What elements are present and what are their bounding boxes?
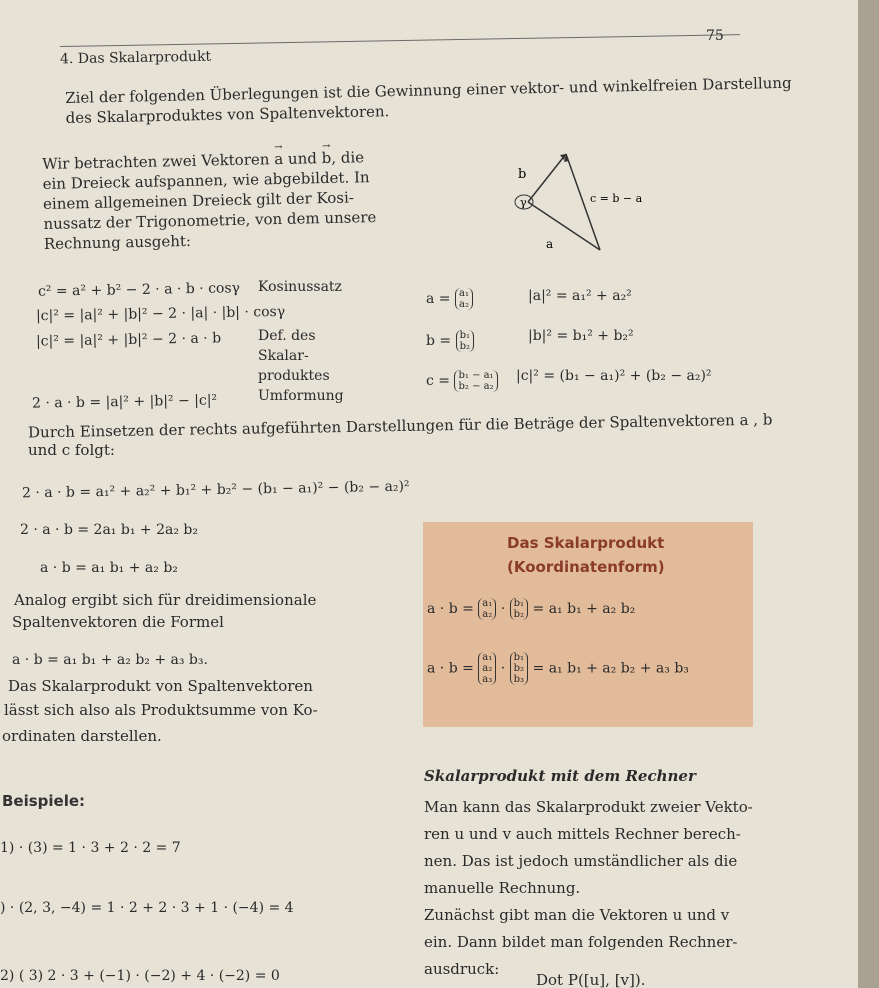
text: und [287,149,318,168]
column-vector [478,652,496,685]
text: nussatz der Trigonometrie, von dem unsere [43,208,377,233]
text: ein. Dann bildet man folgenden Rechner- [424,933,738,951]
label-gamma: γ [520,196,527,209]
text: a · b = [427,660,474,677]
summary-text: Das Skalarprodukt von Spaltenvektoren [8,677,313,695]
column-vector [510,598,528,620]
summary-text: ordinaten darstellen. [2,727,162,745]
column-vector [510,652,528,685]
text: , die [331,148,365,167]
column-vector [455,288,473,310]
b-definition [426,330,474,352]
page-edge [858,0,879,988]
a-abs-formula: |a|² = a₁² + a₂² [528,288,632,304]
equation-note: Kosinussatz [258,279,342,295]
intro-line: des Skalarproduktes von Spaltenvektoren. [65,102,390,127]
vector-entry: a₁ [458,288,469,299]
header-rule [60,34,740,47]
equation-note: Umformung [258,388,344,404]
calculator-heading: Skalarprodukt mit dem Rechner [424,767,696,785]
analog-text: Analog ergibt sich für dreidimensionale [14,591,317,609]
chapter-title: 4. Das Skalarprodukt [59,48,212,68]
column-vector [456,330,474,352]
box-subtitle: (Koordinatenform) [507,558,665,576]
calculator-expression: Dot P([u], [v]). [536,971,646,988]
vector-entry: a₂ [482,609,493,620]
equation: |c|² = |a|² + |b|² − 2 · |a| · |b| · cosγ [35,303,286,325]
text: ren u und v auch mittels Rechner berech- [424,825,741,843]
result-equation: a · b = a₁ b₁ + a₂ b₂ [40,560,178,576]
text: ein Dreieck aufspannen, wie abgebildet. In [42,168,370,193]
summary-text: lässt sich also als Produktsumme von Ko- [4,701,318,719]
text: c = [426,373,451,389]
vector-entry: a₁ [482,598,493,609]
vector-entry: a₂ [482,663,493,674]
vector-entry: a₂ [458,299,469,310]
text: nen. Das ist jedoch umständlicher als die [424,852,738,870]
page-number: 75 [706,28,724,44]
vector-a: → a [274,149,283,169]
example-2: ) · (2, 3, −4) = 1 · 2 + 2 · 3 + 1 · (−4) = 4 [0,900,294,916]
vector-b-arrow [528,154,566,202]
equation: c² = a² + b² − 2 · a · b · cosγ [37,280,241,300]
box-title: Das Skalarprodukt [507,534,665,552]
column-vector [454,370,497,392]
triangle-figure [480,140,690,280]
label-a: a [546,237,554,251]
examples-heading: Beispiele: [2,792,86,810]
vector-entry: b₂ − a₂ [458,381,494,392]
vector-entry: b₂ [459,341,471,352]
example-3: 2) ( 3) 2 · 3 + (−1) · (−2) + 4 · (−2) = 0 [0,968,280,984]
formula-3d: a · b = a₁ b₁ + a₂ b₂ + a₃ b₃. [12,652,208,668]
result-equation: 2 · a · b = 2a₁ b₁ + 2a₂ b₂ [20,522,198,538]
example-1: 1) · (3) = 1 · 3 + 2 · 2 = 7 [0,840,181,856]
cosine-paragraph [42,147,377,254]
column-vector [478,598,496,620]
intro-line: Ziel der folgenden Überlegungen ist die Gewinnung einer vektor- und winkelfreien Darstellung [65,73,792,107]
a-definition [426,288,473,310]
result-equation: 2 · a · b = a₁² + a₂² + b₁² + b₂² − (b₁ − a₁)² − (b₂ − a₂)² [21,478,410,502]
definition-box [423,522,753,727]
vector-entry: b₁ [513,652,525,663]
equation: 2 · a · b = |a|² + |b|² − |c|² [31,392,218,412]
text: Man kann das Skalarprodukt zweier Vekto- [424,798,753,816]
c-definition [426,370,498,392]
equation-note: Skalar- [258,348,309,364]
label-c: c = b − a [590,192,643,205]
vector-entry: b₁ [459,330,471,341]
vector-entry: b₂ [513,663,525,674]
analog-text: Spaltenvektoren die Formel [12,613,224,631]
formula-3d-box: a · b = a₁ a₂ a₃ · b₁ b₂ b₃ = a₁ b₁ + a₂ b₂ + a₃ b₃ [427,652,689,685]
text: manuelle Rechnung. [424,879,581,897]
equation-note: Def. des [258,328,316,344]
intro-paragraph [65,73,792,128]
vector-entry: a₃ [482,674,493,685]
text: = a₁ b₁ + a₂ b₂ [532,601,636,617]
text: b = [426,333,452,349]
vector-a-arrow [528,202,600,250]
vector-entry: b₂ [513,609,525,620]
substitution-text: und c folgt: [28,441,115,459]
vector-entry: b₃ [513,674,525,685]
vector-entry: b₁ − a₁ [458,370,494,381]
vector-b: → b [321,148,331,168]
text: Rechnung ausgeht: [43,231,192,253]
calculator-text [424,794,753,983]
label-b: b [518,167,527,182]
equation-note: produktes [258,368,330,384]
text: = a₁ b₁ + a₂ b₂ + a₃ b₃ [532,660,689,677]
vector-entry: a₁ [482,652,493,663]
c-abs-formula: |c|² = (b₁ − a₁)² + (b₂ − a₂)² [516,368,712,384]
text: a · b = [427,601,474,617]
formula-2d: a · b = a₁ a₂ · b₁ b₂ = a₁ b₁ + a₂ b₂ [427,598,636,620]
text: Wir betrachten zwei Vektoren [42,150,270,173]
vector-entry: b₁ [513,598,525,609]
text: Zunächst gibt man die Vektoren u und v [424,906,730,924]
b-abs-formula: |b|² = b₁² + b₂² [528,328,634,344]
equation: |c|² = |a|² + |b|² − 2 · a · b [35,330,222,350]
text: einem allgemeinen Dreieck gilt der Kosi- [42,188,355,213]
text: ausdruck: [424,960,500,978]
text: a = [426,291,451,307]
substitution-text: Durch Einsetzen der rechts aufgeführten Darstellungen für die Beträge der Spaltenvektoren a , b [27,410,773,442]
